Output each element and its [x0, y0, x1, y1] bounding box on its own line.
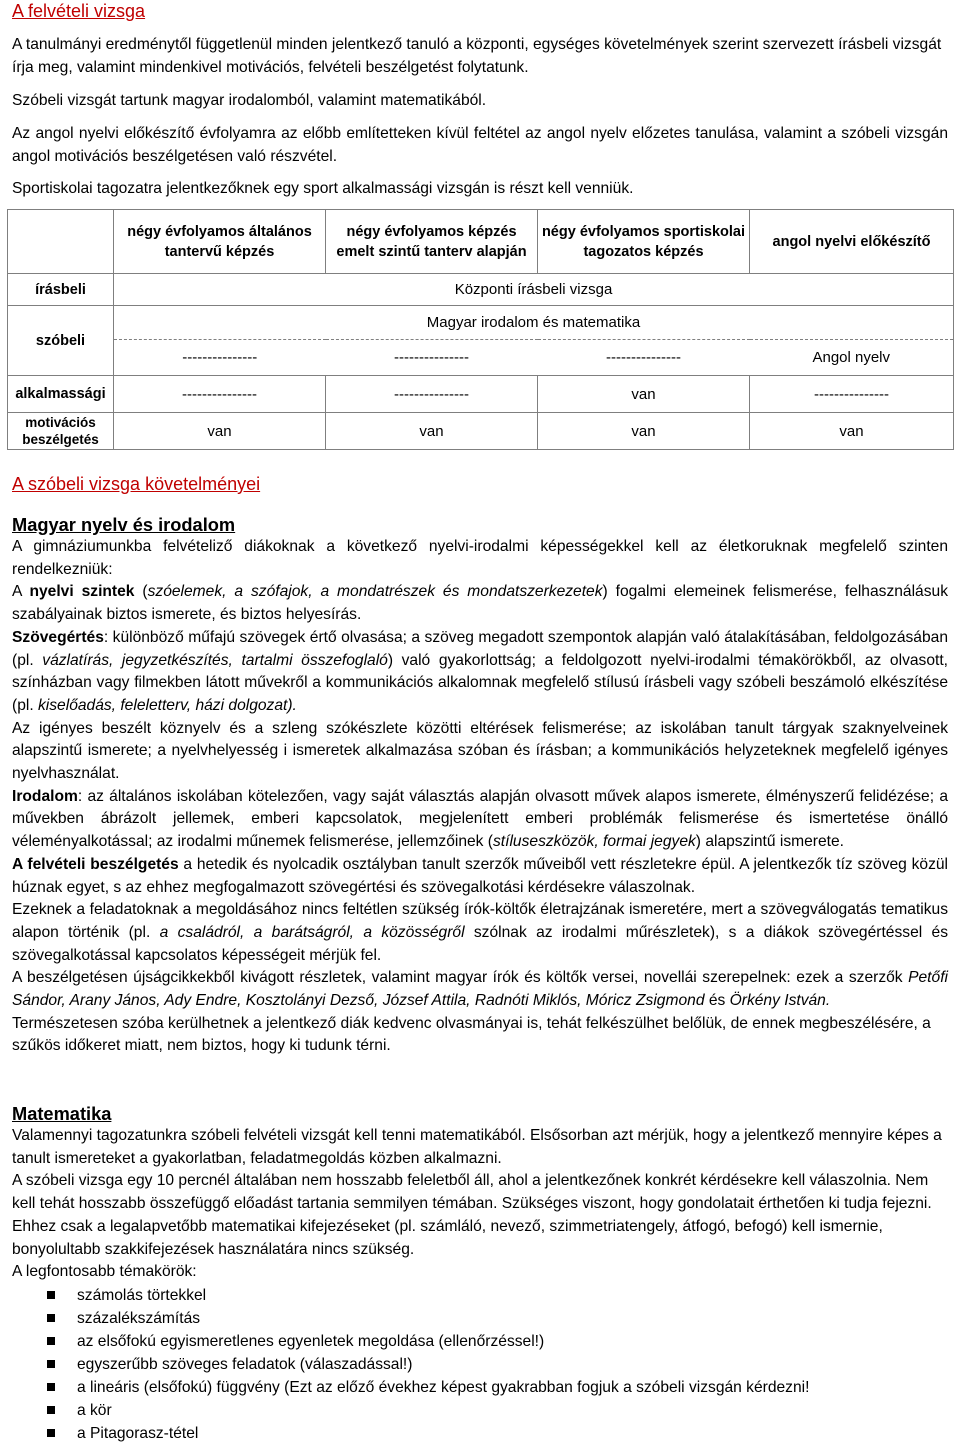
row-label: motivációs beszélgetés: [8, 413, 114, 450]
subsection-heading-matematika: Matematika: [12, 1103, 112, 1124]
row-label: írásbeli: [8, 274, 114, 306]
table-cell: ---------------: [114, 340, 326, 376]
table-cell: van: [326, 413, 538, 450]
paragraph: Ezeknek a feladatoknak a megoldásához nincs feltétlen szükség írók-költők életrajzának ismeretére, mert a szövegválogatás tematikus alapon történik (pl. a családról, a barátságról, a közösségről szólnak az irodalmi műrészletek), s a diákok szövegértéssel és szövegalkotással kapcsolatos képességeit mérjük fel.: [12, 901, 949, 964]
list-item: a lineáris (elsőfokú) függvény (Ezt az előző évekhez képest gyakrabban fogjuk a szóbeli vizsgán kérdezni!: [12, 1376, 948, 1399]
exam-requirements-table: [7, 209, 954, 450]
table-cell: van: [114, 413, 326, 450]
table-cell: ---------------: [326, 376, 538, 413]
table-row: [8, 340, 954, 376]
paragraph: Irodalom: az általános iskolában kötelezően, vagy saját választás alapján olvasott művek alapos ismerete, élményszerű felidézése; a művekben ábrázolt jellemek, emberi kapcsolatok, megjelenített emberi problémák felismerése és ismertetése önálló véleményalkotással; az irodalmi műnemek felismerése, jellemzőinek (stíluseszközök, formai jegyek) alapszintű ismerete.: [12, 787, 948, 851]
page-title: A felvételi vizsga: [12, 1, 146, 21]
list-item: számolás törtekkel: [12, 1284, 948, 1307]
column-header: angol nyelvi előkészítő: [750, 210, 954, 274]
intro-paragraph-1: A tanulmányi eredménytől függetlenül minden jelentkező tanuló a központi, egységes követelmények szerint szervezett írásbeli vizsgát írja meg, valamint mindenkivel motivációs, felvételi beszélgetést folytatunk.: [12, 36, 942, 76]
intro-paragraph-3: Az angol nyelvi előkészítő évfolyamra az előbb említetteken kívül feltétel az angol nyelv előzetes tanulása, valamint a szóbeli vizsgán angol motivációs beszélgetésen való részvétel.: [12, 125, 948, 165]
list-item: az elsőfokú egyismeretlenes egyenletek megoldása (ellenőrzéssel!): [12, 1330, 948, 1353]
paragraph: A beszélgetésen újságcikkekből kivágott részletek, valamint magyar írók és költők versei, novellái szerepelnek: ezek a szerzők Petőfi Sándor, Arany János, Ady Endre, Kosztolányi Dezső, József Attila, Radnóti Miklós, Móricz Zsigmond és Örkény István.: [12, 969, 948, 1010]
section-title: A szóbeli vizsga követelményei: [12, 474, 261, 494]
bullet-square-icon: [47, 1337, 55, 1345]
table-cell: van: [538, 413, 750, 450]
table-cell: van: [538, 376, 750, 413]
table-header-row: [8, 210, 954, 274]
paragraph: A felvételi beszélgetés a hetedik és nyolcadik osztályban tanult szerzők műveiből vett részletekre épül. A jelentkezők tíz szöveg közül húznak egyet, s az ehhez megfogalmazott szövegértési és szövegalkotási kérdésekre válaszolnak.: [12, 855, 949, 896]
subsection-heading-magyar: Magyar nyelv és irodalom: [12, 514, 236, 535]
bullet-square-icon: [47, 1360, 55, 1368]
paragraph: Szövegértés: különböző műfajú szövegek értő olvasása; a szöveg megadott szempontok alapján való átalakításában, feldolgozásában (pl. vázlatírás, jegyzetkészítés, tartalmi összefoglaló) való gyakorlottság; a feldolgozott nyelvi-irodalmi témakörökből, az olvasott, színházban vagy filmekben látott művekről a kommunikációs alkalomnak megfelelő stílusú írásbeli vagy szóbeli beszámoló elkészítése (pl. kiselőadás, feleletterv, házi dolgozat).: [12, 628, 949, 714]
table-row: [8, 306, 954, 340]
bullet-square-icon: [47, 1383, 55, 1391]
magyar-section-body: [12, 536, 948, 1058]
intro-paragraph-2: Szóbeli vizsgát tartunk magyar irodalomból, valamint matematikából.: [12, 92, 487, 109]
table-cell: ---------------: [114, 376, 326, 413]
bullet-square-icon: [47, 1314, 55, 1322]
table-cell: Angol nyelv: [750, 340, 954, 376]
table-cell: ---------------: [750, 376, 954, 413]
table-row: [8, 376, 954, 413]
paragraph: Az igényes beszélt köznyelv és a szleng szókészlete közötti eltérések felismerése; az iskolában tanult tárgyak szaknyelveinek alapszintű ismerete; a nyelvhelyesség i ismeretek alkalmazása szóban és írásban; a kommunikációs helyzeteknek megfelelő igényes nyelvhasználat.: [12, 719, 948, 783]
table-cell: Magyar irodalom és matematika: [114, 306, 954, 340]
paragraph: A szóbeli vizsga egy 10 percnél általában nem hosszabb feleletből áll, ahol a jelentkezőnek konkrét kérdésekre kell válaszolnia. Nem kell tehát hosszabb összefüggő előadást tartania semmilyen témában. Szükséges viszont, hogy gondolatait érthetően ki tudja fejezni. Ehhez csak a legalapvetőbb matematikai kifejezéseket (pl. számláló, nevező, szimmetriatengely, átfogó, befogó) kell ismernie, bonyolultabb szakkifejezések használatára nincs szükség.: [12, 1172, 932, 1258]
table-row: [8, 274, 954, 306]
column-header: négy évfolyamos általános tantervű képzés: [114, 210, 326, 274]
row-label: szóbeli: [8, 306, 114, 376]
table-corner-cell: [8, 210, 114, 274]
bullet-square-icon: [47, 1429, 55, 1437]
table-cell: van: [750, 413, 954, 450]
row-label: alkalmassági: [8, 376, 114, 413]
column-header: négy évfolyamos sportiskolai tagozatos képzés: [538, 210, 750, 274]
bullet-square-icon: [47, 1291, 55, 1299]
paragraph: A gimnáziumunkba felvételiző diákoknak a következő nyelvi-irodalmi képességekkel kell az életkoruknak megfelelő szinten rendelkezniük:: [12, 538, 948, 578]
column-header: négy évfolyamos képzés emelt szintű tanterv alapján: [326, 210, 538, 274]
list-item: a kör: [12, 1399, 948, 1422]
paragraph: A legfontosabb témakörök:: [12, 1263, 197, 1281]
paragraph: A nyelvi szintek (szóelemek, a szófajok, a mondatrészek és mondatszerkezetek) fogalmi elemeinek felismerése, felhasználásuk szabályainak biztos ismerete, és biztos helyesírás.: [12, 583, 948, 624]
list-item: a Pitagorasz-tétel: [12, 1422, 948, 1445]
list-item: százalékszámítás: [12, 1307, 948, 1330]
matek-section-body: [12, 1125, 948, 1445]
topic-list: [12, 1284, 948, 1445]
paragraph: Valamennyi tagozatunkra szóbeli felvételi vizsgát kell tenni matematikából. Elsősorban azt mérjük, hogy a jelentkező mennyire képes a tanult ismereteket a gyakorlatban, feladatmegoldás közben alkalmazni.: [12, 1127, 942, 1167]
bullet-square-icon: [47, 1406, 55, 1414]
list-item: egyszerűbb szöveges feladatok (válaszadással!): [12, 1353, 948, 1376]
intro-paragraph-4: Sportiskolai tagozatra jelentkezőknek egy sport alkalmassági vizsgán is részt kell venniük.: [12, 180, 634, 197]
table-cell: ---------------: [326, 340, 538, 376]
table-row: [8, 413, 954, 450]
table-cell: ---------------: [538, 340, 750, 376]
paragraph: Természetesen szóba kerülhetnek a jelentkező diák kedvenc olvasmányai is, tehát felkészülhet belőlük, de ennek megbeszélésére, a szűkös időkeret miatt, nem biztos, hogy ki tudunk térni.: [12, 1014, 931, 1055]
table-cell: Központi írásbeli vizsga: [114, 274, 954, 306]
